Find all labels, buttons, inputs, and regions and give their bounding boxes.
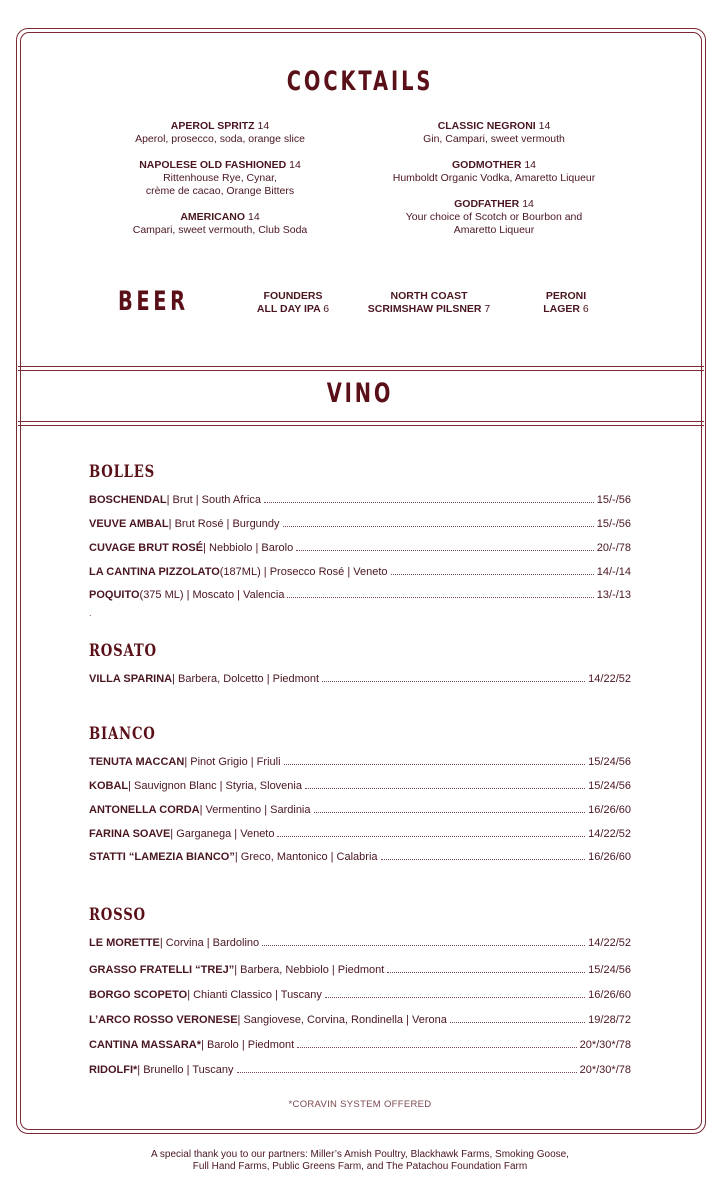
section-title-rosato: ROSATO xyxy=(89,641,157,661)
wine-name: POQUITO xyxy=(89,589,140,601)
dot-leader xyxy=(305,780,585,789)
wine-name: BOSCHENDAL xyxy=(89,494,167,506)
wine-desc: | Nebbiolo | Barolo xyxy=(203,542,294,554)
dot-leader xyxy=(381,851,586,860)
wine-name: VILLA SPARINA xyxy=(89,673,173,685)
beer-price: 6 xyxy=(323,303,330,315)
wine-row xyxy=(89,828,631,842)
wine-desc: | Brut Rosé | Burgundy xyxy=(168,518,280,530)
cocktail-name: GODFATHER xyxy=(454,198,520,210)
partners-thanks: A special thank you to our partners: Miller’s Amish Poultry, Blackhawk Farms, Smoking Goose, Full Hand Farms, Public Greens Farm, and The Patachou Foundation Farm xyxy=(151,1149,569,1172)
wine-desc: | Chianti Classico | Tuscany xyxy=(187,989,322,1001)
wine-name: RIDOLFI* xyxy=(89,1064,138,1076)
wine-row xyxy=(89,989,631,1003)
wine-name: VEUVE AMBAL xyxy=(89,518,169,530)
wine-desc: | Vermentino | Sardinia xyxy=(199,804,311,816)
cocktail-item xyxy=(364,159,624,185)
beer-item xyxy=(362,290,496,316)
wine-price: 16/26/60 xyxy=(588,989,631,1001)
wine-price: 14/-/14 xyxy=(596,566,631,578)
section-title-bianco: BIANCO xyxy=(89,724,156,744)
wine-price: 20/-/78 xyxy=(596,542,631,554)
beer-item xyxy=(253,290,333,316)
wine-row xyxy=(89,1014,631,1028)
wine-row xyxy=(89,780,631,794)
divider-top-inner xyxy=(18,370,704,371)
wine-row xyxy=(89,804,631,818)
wine-name: STATTI “LAMEZIA BIANCO” xyxy=(89,851,235,863)
wine-desc: (375 ML) | Moscato | Valencia xyxy=(139,589,285,601)
wine-row xyxy=(89,542,631,556)
wine-row xyxy=(89,673,631,687)
cocktail-desc: Gin, Campari, sweet vermouth xyxy=(423,133,565,145)
dot-leader xyxy=(284,756,586,765)
cocktails-title: COCKTAILS xyxy=(286,66,434,97)
section-title-rosso: ROSSO xyxy=(89,905,146,925)
cocktail-desc: Aperol, prosecco, soda, orange slice xyxy=(135,133,305,145)
divider-vino xyxy=(18,421,704,422)
wine-desc: | Brunello | Tuscany xyxy=(137,1064,234,1076)
beer-style: LAGER xyxy=(543,303,580,315)
wine-desc: | Barbera, Dolcetto | Piedmont xyxy=(172,673,320,685)
cocktail-price: 14 xyxy=(289,159,301,171)
beer-name: PERONI xyxy=(545,290,587,302)
wine-name: BORGO SCOPETO xyxy=(89,989,188,1001)
wine-price: 14/22/52 xyxy=(588,673,631,685)
wine-price: 15/24/56 xyxy=(588,780,631,792)
dot-leader xyxy=(325,989,585,998)
wine-price: 13/-/13 xyxy=(596,589,631,601)
wine-row xyxy=(89,494,631,508)
beer-title: BEER xyxy=(118,286,189,317)
wine-price: 16/26/60 xyxy=(588,851,631,863)
dot-leader xyxy=(387,964,585,973)
wine-desc: | Barolo | Piedmont xyxy=(201,1039,295,1051)
wine-price: 15/-/56 xyxy=(596,494,631,506)
wine-name: ANTONELLA CORDA xyxy=(89,804,200,816)
beer-price: 6 xyxy=(582,303,589,315)
cocktail-price: 14 xyxy=(257,120,270,132)
wine-row xyxy=(89,937,631,951)
beer-price: 7 xyxy=(484,303,491,315)
wine-desc: | Corvina | Bardolino xyxy=(159,937,260,949)
wine-price: 15/24/56 xyxy=(588,756,631,768)
wine-name: LA CANTINA PIZZOLATO xyxy=(89,566,220,578)
dot-leader xyxy=(314,804,586,813)
wine-price: 20*/30*/78 xyxy=(579,1039,631,1051)
wine-name: CUVAGE BRUT ROSÉ xyxy=(89,542,204,554)
wine-name: LE MORETTE xyxy=(89,937,160,949)
wine-desc: | Garganega | Veneto xyxy=(170,828,275,840)
wine-name: KOBAL xyxy=(89,780,129,792)
vino-title: VINO xyxy=(326,378,394,409)
wine-price: 19/28/72 xyxy=(588,1014,631,1026)
wine-name: CANTINA MASSARA* xyxy=(89,1039,202,1051)
stray-mark: . xyxy=(89,608,92,618)
wine-price: 14/22/52 xyxy=(588,937,631,949)
beer-style: SCRIMSHAW PILSNER xyxy=(367,303,482,315)
dot-leader xyxy=(262,937,585,946)
wine-desc: | Greco, Mantonico | Calabria xyxy=(234,851,378,863)
cocktail-name: AMERICANO xyxy=(180,211,246,223)
wine-name: GRASSO FRATELLI “TREJ” xyxy=(89,964,235,976)
wine-row xyxy=(89,1064,631,1078)
cocktail-item xyxy=(364,120,624,146)
wine-name: L’ARCO ROSSO VERONESE xyxy=(89,1014,238,1026)
beer-style: ALL DAY IPA xyxy=(256,303,321,315)
wine-price: 20*/30*/78 xyxy=(579,1064,631,1076)
cocktail-price: 14 xyxy=(247,211,260,223)
wine-row xyxy=(89,1039,631,1053)
wine-desc: (187ML) | Prosecco Rosé | Veneto xyxy=(219,566,388,578)
cocktail-name: NAPOLESE OLD FASHIONED xyxy=(139,159,287,171)
wine-row xyxy=(89,851,631,865)
wine-row xyxy=(89,589,631,603)
wine-row xyxy=(89,518,631,532)
dot-leader xyxy=(322,673,585,682)
cocktail-price: 14 xyxy=(538,120,551,132)
cocktail-item xyxy=(364,198,624,237)
cocktail-name: GODMOTHER xyxy=(451,159,522,171)
cocktail-name: CLASSIC NEGRONI xyxy=(437,120,536,132)
wine-desc: | Barbera, Nebbiolo | Piedmont xyxy=(234,964,385,976)
beer-item xyxy=(536,290,596,316)
cocktail-item xyxy=(90,211,350,237)
cocktail-item xyxy=(90,120,350,146)
wine-name: FARINA SOAVE xyxy=(89,828,171,840)
wine-name: TENUTA MACCAN xyxy=(89,756,185,768)
cocktail-name: APEROL SPRITZ xyxy=(170,120,255,132)
wine-desc: | Brut | South Africa xyxy=(166,494,261,506)
wine-desc: | Pinot Grigio | Friuli xyxy=(184,756,281,768)
cocktail-desc: Your choice of Scotch or Bourbon and Amaretto Liqueur xyxy=(405,211,583,236)
coravin-footnote: *CORAVIN SYSTEM OFFERED xyxy=(288,1099,432,1110)
divider-top xyxy=(18,366,704,367)
wine-price: 15/-/56 xyxy=(596,518,631,530)
beer-name: FOUNDERS xyxy=(263,290,323,302)
dot-leader xyxy=(287,589,593,598)
cocktail-desc: Humboldt Organic Vodka, Amaretto Liqueur xyxy=(392,172,596,184)
wine-row xyxy=(89,964,631,978)
cocktail-price: 14 xyxy=(524,159,537,171)
dot-leader xyxy=(237,1064,577,1073)
cocktail-desc: Rittenhouse Rye, Cynar, crème de cacao, Orange Bitters xyxy=(145,172,295,197)
wine-desc: | Sauvignon Blanc | Styria, Slovenia xyxy=(128,780,302,792)
dot-leader xyxy=(277,828,585,837)
wine-desc: | Sangiovese, Corvina, Rondinella | Verona xyxy=(237,1014,447,1026)
cocktail-desc: Campari, sweet vermouth, Club Soda xyxy=(132,224,308,236)
dot-leader xyxy=(296,542,594,551)
dot-leader xyxy=(450,1014,585,1023)
dot-leader xyxy=(297,1039,576,1048)
divider-vino-inner xyxy=(18,425,704,426)
dot-leader xyxy=(391,566,594,575)
wine-price: 16/26/60 xyxy=(588,804,631,816)
wine-price: 15/24/56 xyxy=(588,964,631,976)
cocktail-item xyxy=(90,159,350,198)
dot-leader xyxy=(264,494,594,503)
wine-row xyxy=(89,566,631,580)
wine-row xyxy=(89,756,631,770)
beer-name: NORTH COAST xyxy=(390,290,468,302)
cocktail-price: 14 xyxy=(522,198,534,210)
dot-leader xyxy=(283,518,594,527)
wine-price: 14/22/52 xyxy=(588,828,631,840)
section-title-bolles: BOLLES xyxy=(89,462,156,482)
